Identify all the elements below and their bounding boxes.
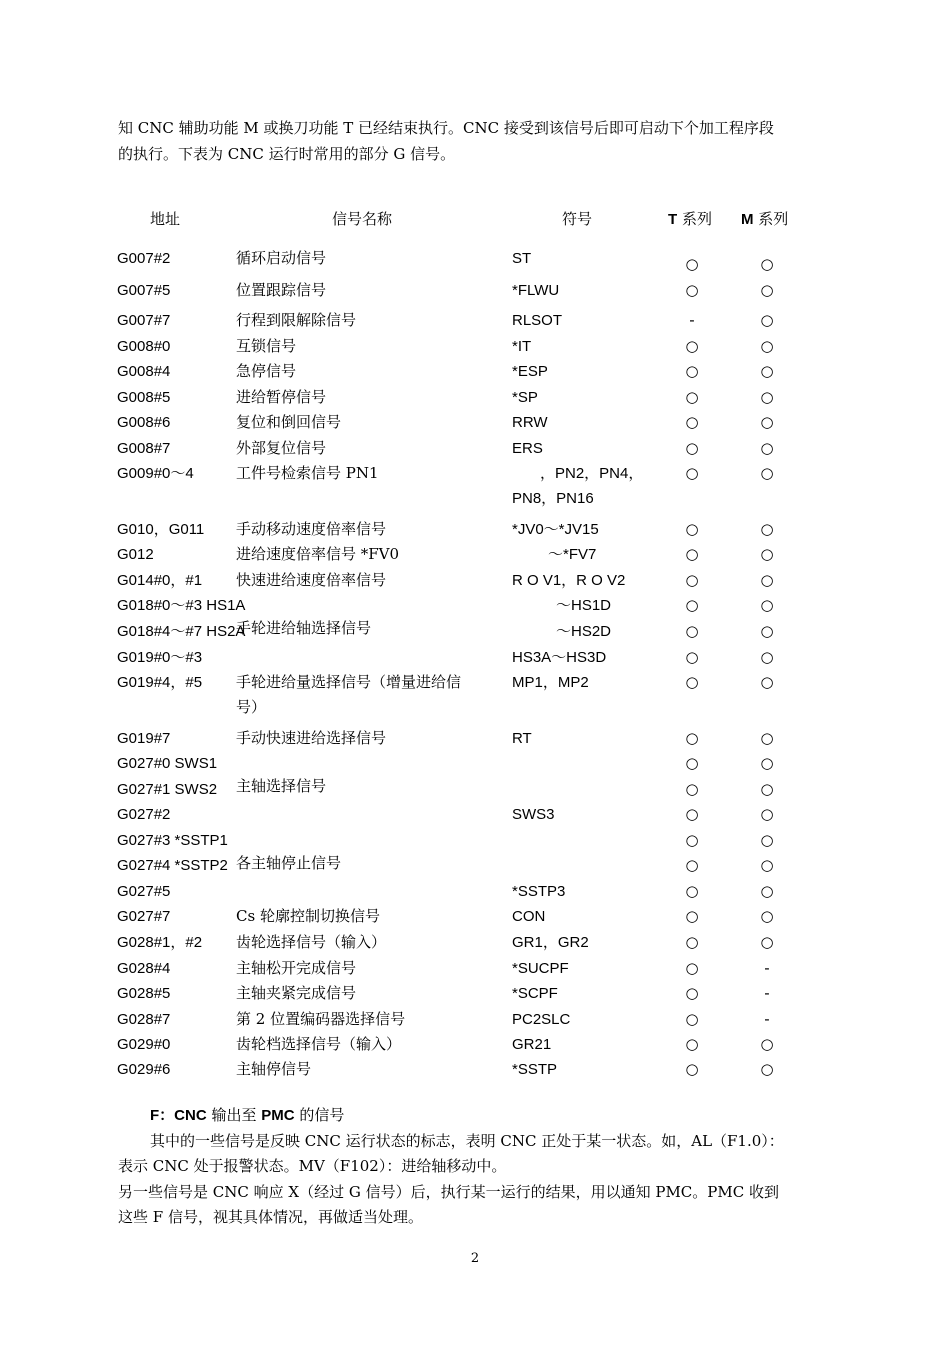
row-address: G008#7 (117, 440, 171, 457)
row-symbol: *SSTP (512, 1061, 558, 1078)
row-signal-name: 进给速度倍率信号 *FV0 (236, 545, 400, 563)
row-t-series-mark: ○ (685, 907, 699, 925)
row-address: G018#0～#3 HS1A (117, 597, 246, 614)
row-address: G008#5 (117, 389, 171, 406)
row-m-series-mark: ○ (760, 464, 774, 482)
row-m-series-mark: ○ (760, 1035, 774, 1053)
row-m-series-mark: ○ (760, 856, 774, 874)
row-signal-name-cont: 号） (236, 698, 267, 716)
row-t-series-mark: ○ (685, 959, 699, 977)
row-t-series-mark: ○ (685, 1060, 699, 1078)
row-t-series-mark: ○ (685, 337, 699, 355)
row-t-series-mark: ○ (685, 805, 699, 823)
header-symbol: 符号 (562, 210, 593, 228)
row-address: G007#7 (117, 312, 171, 329)
row-symbol: SWS3 (512, 806, 555, 823)
row-t-series-mark: ○ (685, 388, 699, 406)
row-symbol: ，PN2，PN4， (540, 465, 644, 482)
row-t-series-mark: ○ (685, 596, 699, 614)
row-m-series-mark: ○ (760, 648, 774, 666)
header-m-series: M 系列 (741, 210, 789, 228)
row-address: G027#1 SWS2 (117, 781, 218, 798)
row-symbol: ST (512, 250, 532, 267)
row-t-series-mark: ○ (685, 754, 699, 772)
section-f-para-4: 这些 F 信号，视其具体情况，再做适当处理。 (118, 1208, 423, 1226)
row-signal-name: 急停信号 (236, 362, 297, 380)
row-symbol: *IT (512, 338, 532, 355)
merged-name-handwheel: 手轮进给轴选择信号 (236, 619, 372, 637)
row-address: G014#0，#1 (117, 572, 203, 589)
header-address: 地址 (150, 210, 181, 228)
row-t-series-mark: ○ (685, 831, 699, 849)
row-address: G028#5 (117, 985, 171, 1002)
row-t-series-mark: ○ (685, 520, 699, 538)
row-address: G027#2 (117, 806, 171, 823)
intro-line-1: 知 CNC 辅助功能 M 或换刀功能 T 已经结束执行。CNC 接受到该信号后即可启动下个加工程序段 (118, 119, 774, 137)
row-m-series-mark: ○ (760, 545, 774, 563)
row-address: G028#7 (117, 1011, 171, 1028)
row-signal-name: Cs 轮廓控制切换信号 (236, 907, 380, 925)
row-m-series-mark: ○ (760, 673, 774, 691)
row-signal-name: 第 2 位置编码器选择信号 (236, 1010, 406, 1028)
row-t-series-mark: ○ (685, 362, 699, 380)
row-t-series-mark: ○ (685, 1010, 699, 1028)
row-address: G019#7 (117, 730, 171, 747)
row-t-series-mark: ○ (685, 882, 699, 900)
row-symbol: *SUCPF (512, 960, 569, 977)
row-signal-name: 手动移动速度倍率信号 (236, 520, 387, 538)
row-address: G007#2 (117, 250, 171, 267)
row-address: G029#6 (117, 1061, 171, 1078)
row-symbol: *ESP (512, 363, 548, 380)
row-m-series-mark: ○ (760, 729, 774, 747)
page-number: 2 (470, 1251, 480, 1266)
row-address: G027#5 (117, 883, 171, 900)
row-address: G028#1，#2 (117, 934, 203, 951)
row-t-series-mark: ○ (685, 780, 699, 798)
row-m-series-mark: ○ (760, 337, 774, 355)
row-address: G028#4 (117, 960, 171, 977)
row-symbol: ～*FV7 (548, 546, 597, 563)
row-address: G008#0 (117, 338, 171, 355)
row-symbol: MP1，MP2 (512, 674, 589, 691)
row-signal-name: 手轮进给量选择信号（增量进给信 (236, 673, 462, 691)
row-signal-name: 行程到限解除信号 (236, 311, 357, 329)
row-symbol: RRW (512, 414, 548, 431)
row-t-series-mark: ○ (685, 464, 699, 482)
row-signal-name: 工件号检索信号 PN1 (236, 464, 379, 482)
row-symbol: RLSOT (512, 312, 563, 329)
row-symbol: *SSTP3 (512, 883, 566, 900)
row-m-series-mark: ○ (760, 520, 774, 538)
section-f-para-2: 表示 CNC 处于报警状态。MV（F102）：进给轴移动中。 (118, 1157, 507, 1175)
row-signal-name: 齿轮选择信号（输入） (236, 933, 387, 951)
row-address: G007#5 (117, 282, 171, 299)
row-symbol: *FLWU (512, 282, 560, 299)
row-t-series-mark: ○ (685, 281, 699, 299)
row-m-series-mark: ○ (760, 439, 774, 457)
row-m-series-mark: ○ (760, 311, 774, 329)
row-m-series-mark: - (764, 1010, 770, 1028)
row-t-series-mark: ○ (685, 648, 699, 666)
row-t-series-mark: ○ (685, 984, 699, 1002)
row-m-series-mark: ○ (760, 596, 774, 614)
row-t-series-mark: ○ (685, 673, 699, 691)
row-signal-name: 齿轮档选择信号（输入） (236, 1035, 402, 1053)
row-symbol: HS3A～HS3D (512, 649, 607, 666)
header-name: 信号名称 (332, 210, 393, 228)
row-t-series-mark: ○ (685, 856, 699, 874)
row-signal-name: 主轴夹紧完成信号 (236, 984, 357, 1002)
row-symbol: PC2SLC (512, 1011, 571, 1028)
row-m-series-mark: ○ (760, 882, 774, 900)
row-m-series-mark: ○ (760, 255, 774, 273)
section-f-para-1: 其中的一些信号是反映 CNC 运行状态的标志，表明 CNC 正处于某一状态。如，AL（F1.0）： (150, 1132, 784, 1150)
row-symbol: R O V1，R O V2 (512, 572, 626, 589)
row-address: G012 (117, 546, 154, 563)
row-signal-name: 主轴停信号 (236, 1060, 312, 1078)
row-signal-name: 进给暂停信号 (236, 388, 327, 406)
row-m-series-mark: ○ (760, 805, 774, 823)
intro-line-2: 的执行。下表为 CNC 运行时常用的部分 G 信号。 (118, 145, 456, 163)
row-m-series-mark: ○ (760, 1060, 774, 1078)
row-t-series-mark: ○ (685, 255, 699, 273)
row-m-series-mark: - (764, 984, 770, 1002)
row-symbol: RT (512, 730, 532, 747)
row-symbol: *SCPF (512, 985, 558, 1002)
row-m-series-mark: ○ (760, 780, 774, 798)
merged-name-spindle-select: 主轴选择信号 (236, 777, 327, 795)
row-symbol: ～HS2D (556, 623, 612, 640)
row-address: G008#4 (117, 363, 171, 380)
row-signal-name: 复位和倒回信号 (236, 413, 342, 431)
row-address: G019#4，#5 (117, 674, 203, 691)
row-signal-name: 主轴松开完成信号 (236, 959, 357, 977)
row-symbol-cont: PN8，PN16 (512, 490, 594, 507)
row-m-series-mark: - (764, 959, 770, 977)
row-address: G029#0 (117, 1036, 171, 1053)
row-t-series-mark: ○ (685, 413, 699, 431)
row-address: G019#0～#3 (117, 649, 203, 666)
row-m-series-mark: ○ (760, 571, 774, 589)
row-signal-name: 手动快速进给选择信号 (236, 729, 387, 747)
section-f-para-3: 另一些信号是 CNC 响应 X（经过 G 信号）后，执行某一运行的结果，用以通知 PMC。PMC 收到 (118, 1183, 779, 1201)
row-m-series-mark: ○ (760, 754, 774, 772)
row-symbol: ERS (512, 440, 543, 457)
row-symbol: *SP (512, 389, 538, 406)
row-m-series-mark: ○ (760, 413, 774, 431)
row-m-series-mark: ○ (760, 907, 774, 925)
row-m-series-mark: ○ (760, 281, 774, 299)
row-t-series-mark: ○ (685, 439, 699, 457)
header-t-series: T 系列 (668, 210, 712, 228)
row-address: G027#4 *SSTP2 (117, 857, 228, 874)
row-m-series-mark: ○ (760, 933, 774, 951)
row-address: G008#6 (117, 414, 171, 431)
row-signal-name: 外部复位信号 (236, 439, 327, 457)
row-m-series-mark: ○ (760, 362, 774, 380)
row-address: G018#4～#7 HS2A (117, 623, 246, 640)
row-signal-name: 循环启动信号 (236, 249, 327, 267)
row-symbol: *JV0～*JV15 (512, 521, 599, 538)
row-address: G010，G011 (117, 521, 205, 538)
row-address: G027#3 *SSTP1 (117, 832, 228, 849)
row-address: G027#7 (117, 908, 171, 925)
row-t-series-mark: ○ (685, 622, 699, 640)
row-signal-name: 互锁信号 (236, 337, 297, 355)
row-t-series-mark: ○ (685, 729, 699, 747)
row-m-series-mark: ○ (760, 831, 774, 849)
row-symbol: ～HS1D (556, 597, 612, 614)
row-m-series-mark: ○ (760, 622, 774, 640)
row-t-series-mark: ○ (685, 933, 699, 951)
row-t-series-mark: - (689, 311, 695, 329)
row-symbol: GR1，GR2 (512, 934, 589, 951)
row-t-series-mark: ○ (685, 571, 699, 589)
row-t-series-mark: ○ (685, 545, 699, 563)
row-symbol: GR21 (512, 1036, 552, 1053)
row-signal-name: 快速进给速度倍率信号 (236, 571, 387, 589)
row-m-series-mark: ○ (760, 388, 774, 406)
row-symbol: CON (512, 908, 546, 925)
row-t-series-mark: ○ (685, 1035, 699, 1053)
section-f-title: F：CNC 输出至 PMC 的信号 (150, 1106, 345, 1124)
row-signal-name: 位置跟踪信号 (236, 281, 327, 299)
row-address: G009#0～4 (117, 465, 194, 482)
row-address: G027#0 SWS1 (117, 755, 218, 772)
merged-name-spindle-stop: 各主轴停止信号 (236, 854, 342, 872)
